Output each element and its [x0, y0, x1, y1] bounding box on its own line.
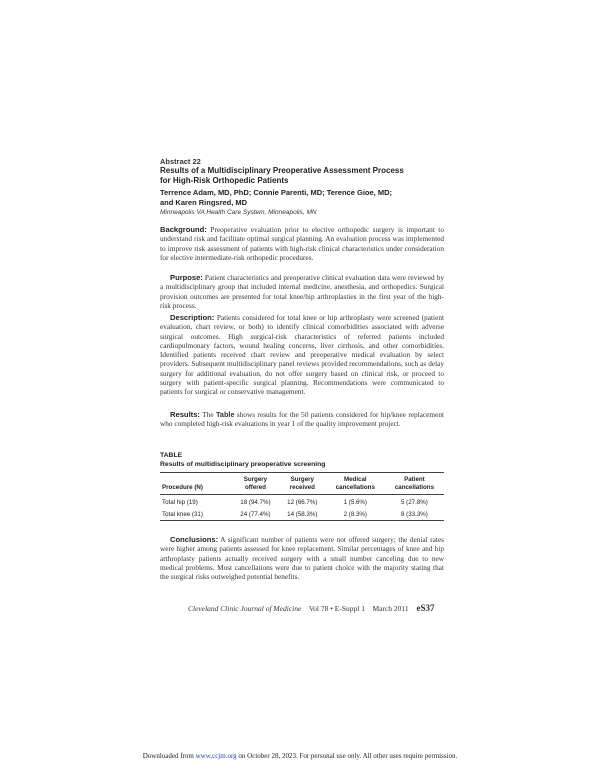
- conclusions-text: A significant number of patients were not offered surgery; the denial rates were higher among patients assessed for knee replacement. Similar percentages of knee and hip arthroplasty patients actually received surgery with a small number canceling due to new medical problems. Most cancellations were due to patient choice with the majority stating that the surgical risks outweighed potential benefits.: [160, 535, 445, 582]
- results-paragraph: [160, 410, 444, 429]
- table-cell: 1 (5.6%): [343, 499, 367, 506]
- header-procedure: Procedure (N): [162, 483, 203, 491]
- table-cell: 8 (33.3%): [401, 510, 428, 518]
- purpose-label: Purpose:: [170, 273, 203, 282]
- table-label: TABLE: [160, 452, 183, 459]
- header-patient-cancellations: Patient cancellations: [394, 476, 435, 491]
- table-cell: Total hip (19): [162, 499, 198, 506]
- conclusions-label: Conclusions:: [170, 535, 219, 544]
- results-text-post: shows results for the 50 patients considered for hip/knee replacement who completed high-risk evaluations in year 1 of the quality improvement project.: [160, 410, 444, 429]
- footer-volume: Vol 78: [308, 604, 329, 613]
- results-table: [160, 472, 444, 521]
- abstract-number: Abstract 22: [160, 157, 201, 166]
- footer-supplement: E-Suppl 1: [334, 604, 365, 613]
- table-cell: 2 (8.3%): [343, 510, 367, 518]
- authors-line-1: Terrence Adam, MD, PhD; Connie Parenti, MD; Terence Gioe, MD;: [160, 188, 392, 197]
- title-line-2: for High-Risk Orthopedic Patients: [160, 176, 289, 185]
- download-prefix: Downloaded from: [142, 752, 194, 760]
- page-number: eS37: [416, 603, 435, 613]
- results-text-pre: The: [202, 410, 214, 419]
- conclusions-paragraph: [160, 535, 444, 581]
- purpose-paragraph: [160, 273, 444, 310]
- table-cell: 18 (94.7%): [240, 499, 271, 506]
- download-notice: [0, 752, 600, 760]
- results-label: Results:: [170, 410, 200, 419]
- table-cell: 5 (27.8%): [401, 499, 428, 506]
- footer-date: March 2011: [372, 604, 409, 613]
- table-row: [160, 495, 444, 509]
- table-cell: 12 (66.7%): [287, 499, 318, 506]
- authors: [160, 188, 450, 208]
- footer-journal: Cleveland Clinic Journal of Medicine: [188, 604, 302, 613]
- description-label: Description:: [170, 313, 215, 322]
- table-header-row: [160, 473, 444, 495]
- abstract-title: [160, 166, 450, 186]
- header-surgery-offered: Surgery offered: [243, 476, 268, 491]
- page-footer: [188, 603, 435, 613]
- description-text: Patients considered for total knee or hip arthroplasty were screened (patient evaluation, chart review, or both) to identify clinical comorbidities associated with adverse surgical outcomes. High surgical-risk characteristics of referred patients included cardiopulmonary factors, wound healing concerns, liver cirrhosis, and other comorbidities. Identified patients received chart review and preoperative medical evaluation by select providers. Subsequent multidisciplinary panel reviews provided recommendations, such as delay surgery for additional evaluation, do not offer surgery based on clinical risk, or proceed to surgery with patient-specific surgical planning. Recommendations were communicated to patients for surgical or conservative management.: [160, 313, 444, 397]
- footer-bullet: •: [330, 604, 333, 613]
- header-surgery-received: Surgery received: [289, 476, 315, 491]
- table-cell: 24 (77.4%): [240, 510, 271, 518]
- table-caption: [160, 451, 325, 469]
- table-row: [160, 509, 444, 521]
- table-cell: Total knee (31): [162, 510, 203, 518]
- background-text: Preoperative evaluation prior to elective orthopedic surgery is important to understand risk and facilitate optimal surgical planning. An evaluation process was implemented to improve risk assessment of patients with high-risk clinical characteristics under consideration for elective intermediate-risk orthopedic procedures.: [160, 225, 444, 262]
- background-label: Background:: [160, 225, 207, 234]
- download-suffix: on October 28, 2023. For personal use only. All other uses require permission.: [238, 752, 458, 760]
- header-medical-cancellations: Medical cancellations: [335, 476, 375, 491]
- title-line-1: Results of a Multidisciplinary Preoperative Assessment Process: [160, 166, 404, 175]
- table-title: Results of multidisciplinary preoperative screening: [160, 461, 326, 468]
- results-table-ref: Table: [215, 410, 235, 419]
- purpose-text: Patient characteristics and preoperative clinical evaluation data were reviewed by a multidisciplinary group that included internal medicine, anesthesia, and orthopedics. Surgical provision outcomes are presented for total knee/hip arthroplasties in the first year of the high-risk process.: [160, 273, 444, 310]
- authors-line-2: and Karen Ringsred, MD: [160, 198, 248, 207]
- table-cell: 14 (58.3%): [287, 510, 318, 518]
- background-paragraph: [160, 225, 444, 262]
- description-paragraph: [160, 313, 444, 397]
- affiliation: Minneapolis VA Health Care System, Minneapolis, MN: [160, 209, 317, 216]
- download-link[interactable]: www.ccjm.org: [195, 752, 237, 760]
